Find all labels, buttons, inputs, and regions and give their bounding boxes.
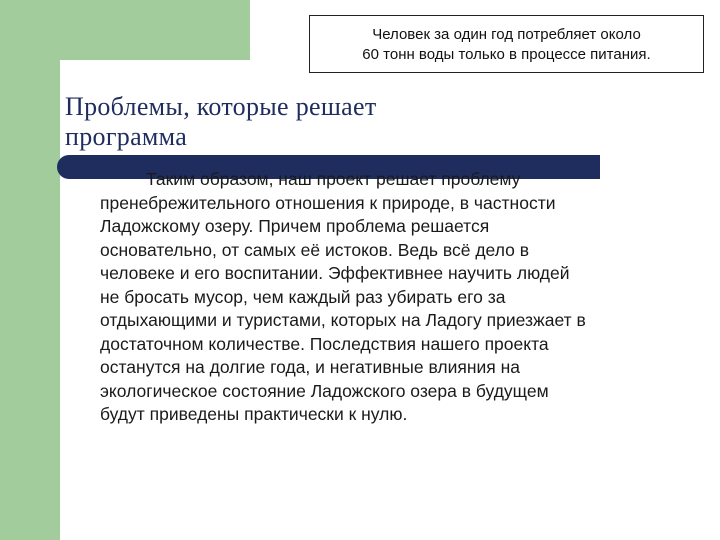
body-line: экологическое состояние Ладожского озера в будущем <box>100 380 549 401</box>
body-line: пренебрежительного отношения к природе, в частности <box>100 192 556 213</box>
fact-note-box <box>309 15 704 73</box>
left-accent-band <box>0 0 60 540</box>
body-line: Таким образом, наш проект решает проблему <box>146 169 521 189</box>
accent-corner-curve <box>60 60 96 96</box>
body-paragraph <box>100 168 700 427</box>
body-line: останутся на долгие года, и негативные влияния на <box>100 357 520 377</box>
title-line: программа <box>65 122 188 151</box>
body-line: основательно, от самых её истоков. Ведь всё дело в <box>100 239 530 260</box>
body-line: не бросать мусор, чем каждый раз убирать его за <box>100 286 506 307</box>
body-line: достаточном количестве. Последствия нашего проекта <box>100 333 549 354</box>
slide-title <box>65 92 377 152</box>
body-line: Ладожскому озеру. Причем проблема решается <box>100 216 490 236</box>
body-line: будут приведены практически к нулю. <box>100 404 408 424</box>
note-line: Человек за один год потребляет около <box>372 26 641 43</box>
top-accent-band <box>0 0 250 60</box>
title-line: Проблемы, которые решает <box>65 92 377 121</box>
note-line: 60 тонн воды только в процессе питания. <box>362 46 651 63</box>
body-line: человеке и его воспитании. Эффективнее научить людей <box>100 263 570 283</box>
body-line: отдыхающими и туристами, которых на Ладогу приезжает в <box>100 310 586 330</box>
